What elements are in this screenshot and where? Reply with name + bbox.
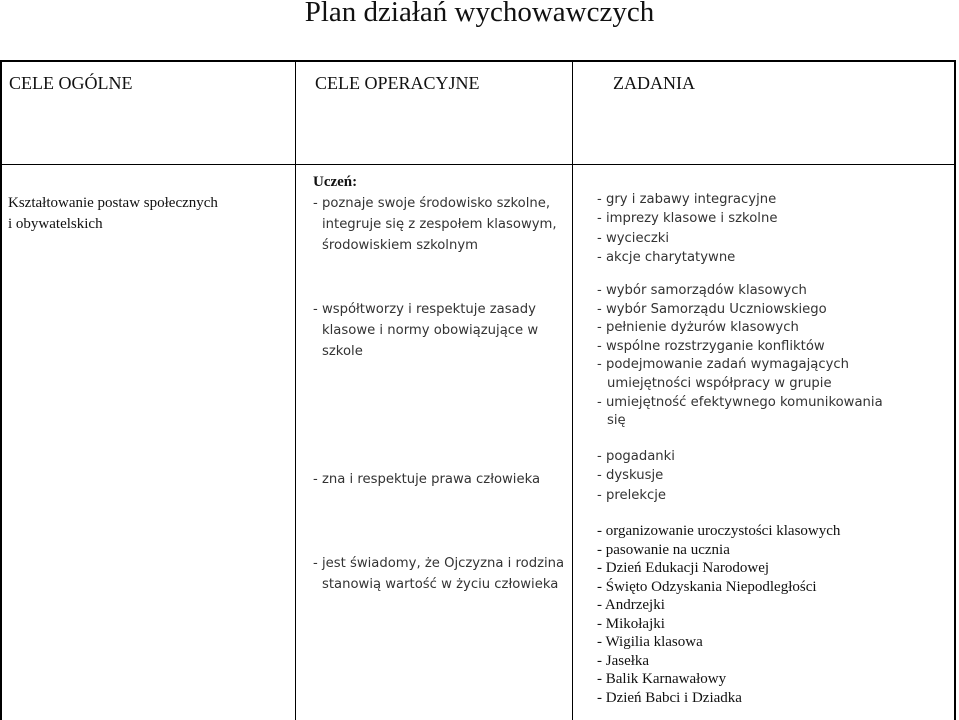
operational-goal-1 bbox=[313, 193, 557, 256]
general-goal-cell bbox=[8, 193, 218, 235]
task-item: - wybór samorządów klasowych bbox=[597, 283, 807, 298]
task-item: - pasowanie na ucznia bbox=[597, 541, 730, 558]
task-item: - Dzień Edukacji Narodowej bbox=[597, 560, 770, 577]
task-item: - wycieczki bbox=[597, 230, 670, 246]
task-item: - prelekcje bbox=[597, 487, 667, 503]
header-operational-goals: CELE OPERACYJNE bbox=[315, 73, 480, 93]
task-item: - wybór Samorządu Uczniowskiego bbox=[597, 301, 827, 317]
operational-goal-line: środowiskiem szkolnym bbox=[322, 238, 478, 253]
task-item: umiejętności współpracy w grupie bbox=[607, 375, 832, 391]
task-item: - Dzień Babci i Dziadka bbox=[597, 689, 742, 706]
task-group-4 bbox=[597, 522, 840, 707]
operational-goal-3 bbox=[313, 469, 540, 490]
general-goal-line: Kształtowanie postaw społecznych bbox=[8, 195, 218, 211]
task-item: - Jasełka bbox=[597, 652, 650, 669]
operational-goal-line: szkole bbox=[322, 344, 363, 359]
page-title: Plan działań wychowawczych bbox=[304, 0, 655, 28]
task-group-2 bbox=[597, 282, 883, 431]
task-item: - Balik Karnawałowy bbox=[597, 671, 727, 688]
operational-goal-line: - współtworzy i respektuje zasady bbox=[313, 302, 536, 317]
column-divider-2 bbox=[572, 60, 573, 720]
operational-goal-line: - poznaje swoje środowisko szkolne, bbox=[313, 196, 551, 211]
task-item: - umiejętność efektywnego komunikowania bbox=[597, 394, 883, 410]
task-item: - gry i zabawy integracyjne bbox=[597, 192, 777, 207]
task-item: - Wigilia klasowa bbox=[597, 634, 703, 651]
operational-goal-line: stanowią wartość w życiu człowieka bbox=[322, 577, 559, 592]
operational-goal-2 bbox=[313, 299, 538, 362]
task-item: - pogadanki bbox=[597, 449, 675, 464]
header-general-goals: CELE OGÓLNE bbox=[9, 73, 133, 93]
header-row-divider bbox=[0, 164, 956, 165]
operational-goal-line: integruje się z zespołem klasowym, bbox=[322, 217, 557, 232]
task-group-3 bbox=[597, 447, 675, 505]
operational-goal-line: klasowe i normy obowiązujące w bbox=[322, 323, 539, 338]
task-item: - podejmowanie zadań wymagających bbox=[597, 357, 850, 373]
task-group-1 bbox=[597, 190, 777, 267]
operational-goal-line: - jest świadomy, że Ojczyzna i rodzina bbox=[313, 556, 565, 571]
operational-goal-line: - zna i respektuje prawa człowieka bbox=[313, 472, 541, 487]
task-item: się bbox=[607, 413, 626, 429]
header-tasks: ZADANIA bbox=[613, 73, 695, 93]
task-item: - dyskusje bbox=[597, 468, 664, 484]
column-divider-1 bbox=[295, 60, 296, 720]
task-item: - imprezy klasowe i szkolne bbox=[597, 211, 778, 227]
general-goal-line: i obywatelskich bbox=[8, 216, 103, 232]
task-item: - organizowanie uroczystości klasowych bbox=[597, 523, 841, 539]
task-item: - Andrzejki bbox=[597, 597, 665, 614]
operational-goal-4 bbox=[313, 553, 564, 595]
student-label: Uczeń: bbox=[313, 174, 358, 190]
task-item: - akcje charytatywne bbox=[597, 249, 736, 265]
task-item: - Mikołajki bbox=[597, 615, 665, 632]
task-item: - pełnienie dyżurów klasowych bbox=[597, 320, 799, 336]
task-item: - wspólne rozstrzyganie konfliktów bbox=[597, 338, 825, 354]
task-item: - Święto Odzyskania Niepodległości bbox=[597, 578, 817, 595]
